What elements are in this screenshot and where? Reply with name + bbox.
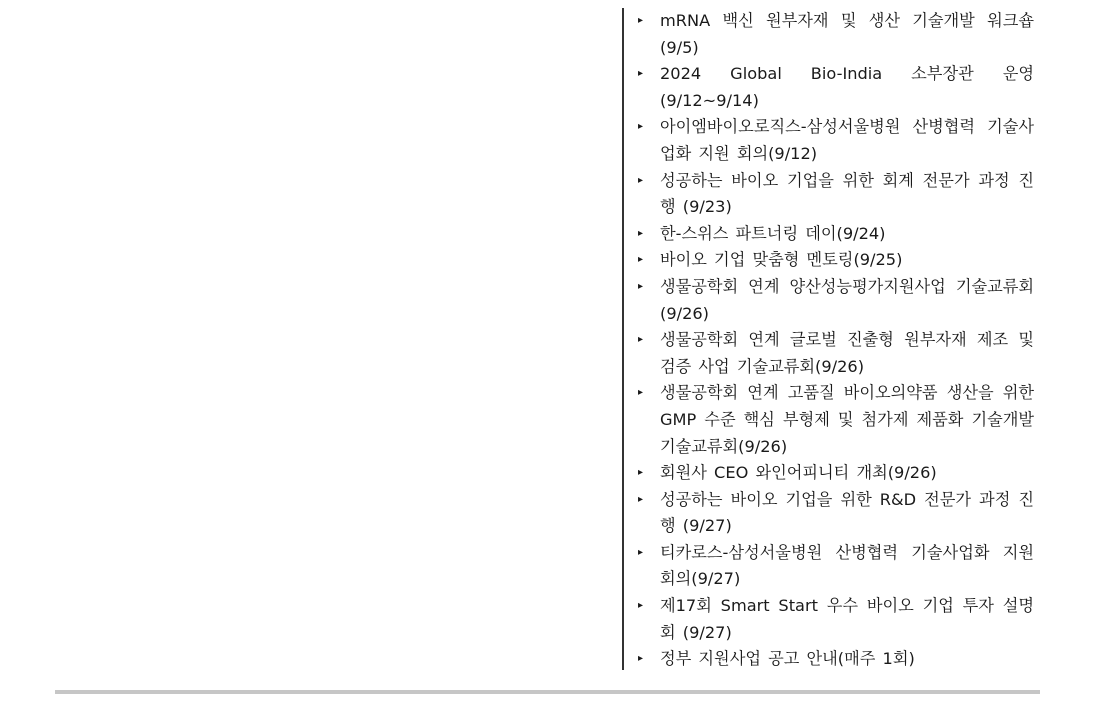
list-item-text: 2024 Global Bio-India 소부장관 운영 (9/12~9/14): [660, 64, 1034, 110]
list-item: [638, 61, 1034, 114]
schedule-list: [624, 8, 1034, 673]
list-item-text: 생물공학회 연계 양산성능평가지원사업 기술교류회 (9/26): [660, 276, 1034, 323]
list-item-text: 생물공학회 연계 글로벌 진출형 원부자재 제조 및 검증 사업 기술교류회(9/26): [660, 330, 1034, 376]
list-item: [638, 168, 1034, 221]
triangle-bullet-icon: ▸: [638, 15, 644, 26]
list-item-text: 성공하는 바이오 기업을 위한 회계 전문가 과정 진행 (9/23): [660, 170, 1034, 217]
list-item: [638, 114, 1034, 167]
triangle-bullet-icon: ▸: [638, 467, 644, 479]
list-item: [638, 460, 1034, 487]
list-item: [638, 274, 1034, 327]
triangle-bullet-icon: ▸: [638, 653, 644, 665]
list-item: [638, 247, 1034, 274]
triangle-bullet-icon: ▸: [638, 280, 644, 292]
triangle-bullet-icon: ▸: [638, 121, 644, 133]
list-item-text: 회원사 CEO 와인어피니티 개최(9/26): [660, 463, 937, 483]
list-item-text: 생물공학회 연계 고품질 바이오의약품 생산을 위한 GMP 수준 핵심 부형제 및 첨가제 제품화 기술개발 기술교류회(9/26): [660, 383, 1034, 456]
triangle-bullet-icon: ▸: [638, 334, 644, 346]
list-item: [638, 487, 1034, 540]
triangle-bullet-icon: ▸: [638, 174, 644, 186]
triangle-bullet-icon: ▸: [638, 68, 644, 80]
list-item-text: mRNA 백신 원부자재 및 생산 기술개발 워크숍 (9/5): [660, 11, 1034, 57]
list-item: [638, 8, 1034, 61]
triangle-bullet-icon: ▸: [638, 254, 644, 266]
list-item-text: 한-스위스 파트너링 데이(9/24): [660, 223, 886, 243]
list-item: [638, 327, 1034, 380]
list-item-text: 바이오 기업 맞춤형 멘토링(9/25): [660, 250, 903, 270]
list-item: [638, 380, 1034, 460]
list-item: [638, 646, 1034, 673]
list-item-text: 성공하는 바이오 기업을 위한 R&D 전문가 과정 진행 (9/27): [660, 489, 1034, 536]
list-item-text: 티카로스-삼성서울병원 산병협력 기술사업화 지원 회의(9/27): [660, 542, 1034, 589]
list-item: [638, 221, 1034, 248]
list-item-text: 아이엠바이오로직스-삼성서울병원 산병협력 기술사업화 지원 회의(9/12): [660, 117, 1034, 163]
list-item: [638, 593, 1034, 646]
schedule-column: [622, 8, 1034, 670]
triangle-bullet-icon: ▸: [638, 546, 644, 558]
list-item-text: 제17회 Smart Start 우수 바이오 기업 투자 설명회 (9/27): [660, 596, 1034, 642]
list-item: [638, 540, 1034, 593]
triangle-bullet-icon: ▸: [638, 387, 644, 399]
triangle-bullet-icon: ▸: [638, 227, 644, 239]
list-item-text: 정부 지원사업 공고 안내(매주 1회): [660, 649, 915, 669]
triangle-bullet-icon: ▸: [638, 493, 644, 505]
triangle-bullet-icon: ▸: [638, 600, 644, 612]
bottom-divider: [55, 690, 1040, 694]
